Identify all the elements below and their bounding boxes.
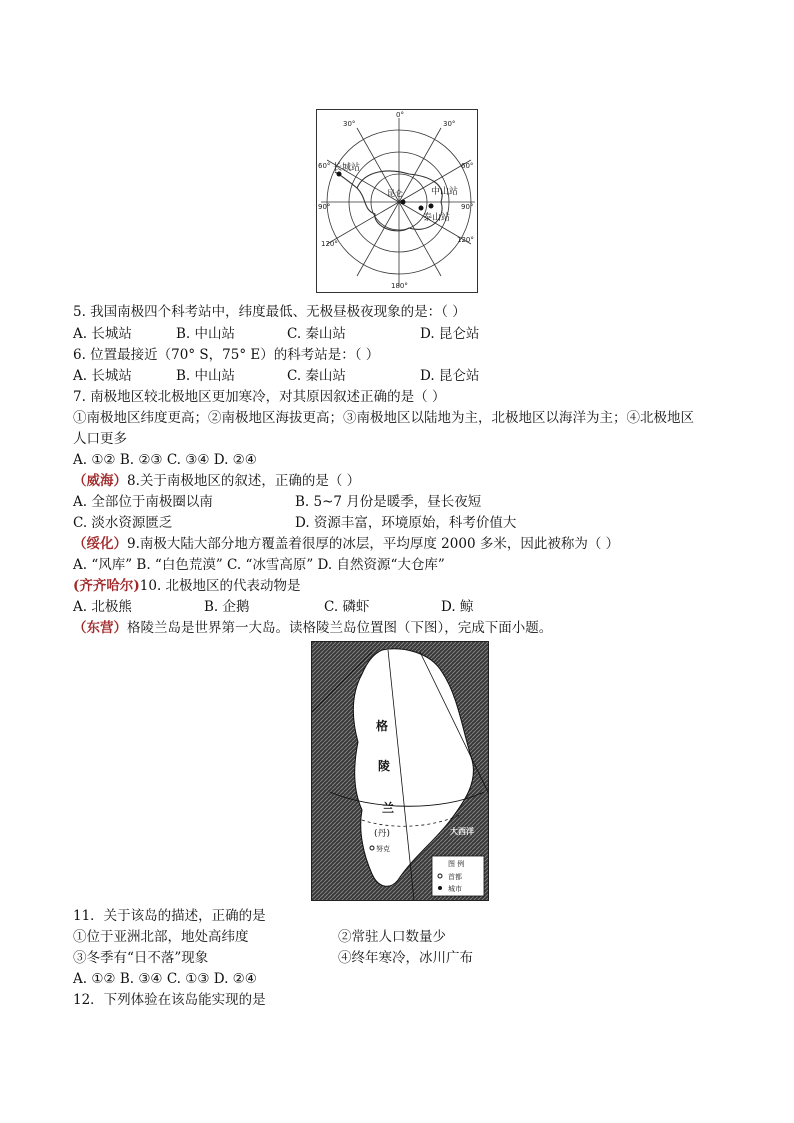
q7-statements-line1: ①南极地区纬度更高；②南极地区海拔更高；③南极地区以陆地为主，北极地区以海洋为主；④北极地区	[73, 410, 694, 426]
q11-statement-1: ①位于亚洲北部，地处高纬度	[73, 929, 249, 945]
q9-row	[73, 534, 619, 554]
intro-source: （东营）	[73, 620, 127, 636]
label-ge: 格	[376, 719, 389, 733]
q10-row	[73, 576, 301, 596]
label-kunlun: 昆仑	[387, 189, 403, 198]
q5-stem: 5. 我国南极四个科考站中，纬度最低、无极昼极夜现象的是：（ ）	[73, 304, 466, 320]
q5-option-d: D. 昆仑站	[420, 326, 480, 342]
greenland-intro	[73, 618, 552, 638]
antarctica-map-svg	[317, 110, 477, 292]
q8-option-b: B. 5~7 月份是暖季，昼长夜短	[295, 494, 482, 510]
taishan-station-dot	[419, 206, 424, 211]
q12-stem: 12．下列体验在该岛能实现的是	[73, 992, 266, 1008]
q8-source: （威海）	[73, 473, 127, 489]
legend-capital: 首都	[448, 873, 462, 881]
q6-option-c: C. 秦山站	[287, 368, 346, 384]
q8-row	[73, 471, 360, 491]
q7-options: A. ①② B. ②③ C. ③④ D. ②④	[73, 452, 257, 468]
legend-city-symbol	[438, 886, 442, 890]
intro-text: 格陵兰岛是世界第一大岛。读格陵兰岛位置图（下图），完成下面小题。	[127, 620, 553, 636]
q9-options: A. “风库” B. “白色荒漠” C. “冰雪高原” D. 自然资源“大仓库”	[73, 557, 445, 573]
label-120-right: 120°	[457, 236, 474, 244]
q6-option-b: B. 中山站	[176, 368, 236, 384]
q10-option-a: A. 北极熊	[73, 599, 132, 615]
label-dan: (丹)	[374, 829, 391, 839]
kunlun-station-dot	[401, 200, 406, 205]
q8-option-c: C. 淡水资源匮乏	[73, 515, 173, 531]
q7-statements-line2: 人口更多	[73, 431, 127, 447]
label-90-left: 90°	[318, 203, 331, 211]
q10-source: (齐齐哈尔)	[73, 578, 140, 594]
q9-stem: 9.南极大陆大部分地方覆盖着很厚的冰层，平均厚度 2000 多米，因此被称为（ ）	[127, 536, 620, 552]
zhongshan-station-dot	[429, 204, 434, 209]
q8-option-a: A. 全部位于南极圈以南	[73, 494, 213, 510]
label-0: 0°	[396, 111, 404, 119]
label-zhongshan: 中山站	[431, 187, 459, 197]
label-30-left: 30°	[343, 120, 356, 128]
q11-stem: 11．关于该岛的描述，正确的是	[73, 908, 266, 924]
q8-stem: 8.关于南极地区的叙述，正确的是（ ）	[127, 473, 361, 489]
q11-statement-2: ②常驻人口数量少	[338, 929, 446, 945]
label-ling: 陵	[378, 759, 391, 773]
q8-option-d: D. 资源丰富，环境原始，科考价值大	[295, 515, 517, 531]
legend-city: 城市	[448, 885, 462, 893]
q6-option-d: D. 昆仑站	[420, 368, 480, 384]
label-180: 180°	[391, 282, 408, 290]
label-atlantic: 大西洋	[450, 827, 474, 836]
q10-stem: 10. 北极地区的代表动物是	[139, 578, 301, 594]
q9-source: （绥化）	[73, 536, 127, 552]
legend-title: 图 例	[448, 860, 465, 868]
antarctica-map	[316, 109, 478, 293]
q10-option-c: C. 磷虾	[324, 599, 370, 615]
q6-stem: 6. 位置最接近（70° S，75° E）的科考站是：（ ）	[73, 347, 380, 363]
label-nuuk: 努克	[376, 845, 390, 853]
q11-options: A. ①② B. ③④ C. ①③ D. ②④	[73, 971, 257, 987]
label-60-left: 60°	[318, 162, 331, 170]
q11-statement-4: ④终年寒冷，冰川广布	[338, 950, 473, 966]
q5-option-b: B. 中山站	[176, 326, 236, 342]
q5-option-c: C. 秦山站	[287, 326, 346, 342]
label-30-right: 30°	[443, 120, 456, 128]
label-120-left: 120°	[321, 240, 338, 248]
greenland-map-svg	[312, 642, 488, 900]
q10-option-d: D. 鲸	[441, 599, 474, 615]
label-changcheng: 长城站	[333, 163, 361, 173]
label-taishan: 泰山站	[423, 213, 451, 223]
q10-option-b: B. 企鹅	[204, 599, 250, 615]
q11-statement-3: ③冬季有“日不落”现象	[73, 950, 209, 966]
greenland-map	[311, 641, 489, 901]
label-90-right: 90°	[461, 203, 474, 211]
label-60-right: 60°	[461, 162, 474, 170]
label-lan: 兰	[382, 801, 395, 815]
q6-option-a: A. 长城站	[73, 368, 132, 384]
q7-stem: 7. 南极地区较北极地区更加寒冷，对其原因叙述正确的是（ ）	[73, 389, 446, 405]
q5-option-a: A. 长城站	[73, 326, 132, 342]
